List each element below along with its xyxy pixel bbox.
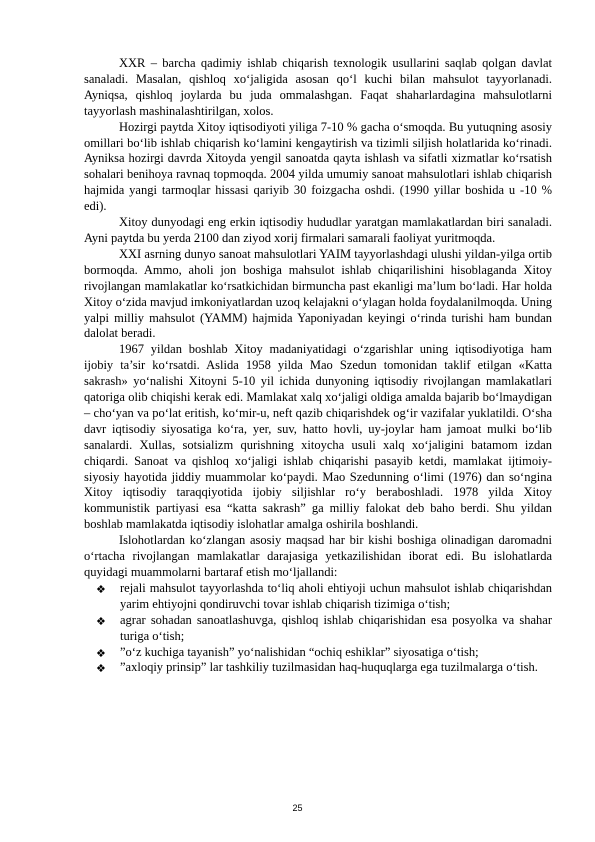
diamond-dots-icon: ❖ <box>96 662 106 676</box>
diamond-dots-icon: ❖ <box>96 582 106 596</box>
list-item-text: rejali mahsulot tayyorlashda to‘liq aholi ehtiyoji uchun mahsulot ishlab chiqarishdan yarim ehtiyojni qondiruvchi tovar ishlab chiqarish tizimiga o‘tish; <box>120 580 552 611</box>
diamond-dots-icon: ❖ <box>96 614 106 628</box>
list-item <box>84 645 552 661</box>
list-item-text: ”axloqiy prinsip” lar tashkiliy tuzilmasidan haq-huquqlarga ega tuzilmalarga o‘tish. <box>120 660 538 675</box>
document-body <box>84 56 552 676</box>
bullet-list <box>84 581 552 676</box>
list-item <box>84 613 552 645</box>
list-item-text: ”o‘z kuchiga tayanish” yo‘nalishidan “ochiq eshiklar” siyosatiga o‘tish; <box>120 644 479 659</box>
paragraph-3: Xitoy dunyodagi eng erkin iqtisodiy hududlar yaratgan mamlakatlardan biri sanaladi. Ayni paytda bu yerda 2100 dan ziyod xorij firmalari samarali faoliyat yuritmoqda. <box>84 215 552 245</box>
paragraph-5: 1967 yildan boshlab Xitoy madaniyatidagi o‘zgarishlar uning iqtisodiyotiga ham ijobiy ta’sir ko‘rsatdi. Aslida 1958 yilda Mao Szedun tomonidan taklif etilgan «Katta sakrash» yo‘nalishi Xitoyni 5-10 yil ichida dunyoning iqtisodiy rivojlangan mamlakatlari qatoriga olib chiqishi kerak edi. Mamlakat xalq xo‘jaligi oldiga amalda bajarib bo‘lmaydigan – cho‘yan va po‘lat eritish, ko‘mir-u, neft qazib chiqarishdek og‘ir vazifalar yuklatildi. O‘sha davr iqtisodiy siyosatiga ko‘ra, yer, suv, hatto hovli, uy-joylar ham jamoat mulki bo‘lib sanalardi. Xullas, sotsializm qurishning xitoycha usuli xalq xo‘jaligini batamom izdan chiqardi. Sanoat va qishloq xo‘jaligi ishlab chiqarishi pasayib ketdi, mamlakat ijtimoiy-siyosiy hayotida jiddiy muammolar ko‘paydi. Mao Szedunning o‘limi (1976) dan so‘ngina Xitoy iqtisodiy taraqqiyotida ijobiy siljishlar ro‘y beraboshladi. 1978 yilda Xitoy kommunistik partiyasi esa “katta sakrash” ga milliy falokat deb baho berdi. Shu yildan boshlab mamlakatda iqtisodiy islohatlar amalga oshirila boshlandi. <box>84 342 552 532</box>
paragraph-6: Islohotlardan ko‘zlangan asosiy maqsad har bir kishi boshiga olinadigan daromadni o‘rtacha rivojlangan mamlakatlar darajasiga yetkazilishidan iborat edi. Bu islohatlarda quyidagi muammolarni bartaraf etish mo‘ljallandi: <box>84 533 552 579</box>
list-item <box>84 581 552 613</box>
list-item <box>84 660 552 676</box>
paragraph-4: XXI asrning dunyo sanoat mahsulotlari YAIM tayyorlashdagi ulushi yildan-yilga ortib bormoqda. Ammo, aholi jon boshiga mahsulot ishlab chiqarilishini hisoblaganda Xitoy rivojlangan mamlakatlar ko‘rsatkichidan birmuncha past ekanligi ma’lum bo‘ladi. Har holda Xitoy o‘zida mavjud imkoniyatlardan uzoq kelajakni o‘ylagan holda foydalanilmoqda. Uning yalpi milliy mahsulot (YAMM) hajmida Yaponiyadan keyingi o‘rinda turishi ham bundan dalolat beradi. <box>84 246 552 341</box>
paragraph-2: Hozirgi paytda Xitoy iqtisodiyoti yiliga 7-10 % gacha o‘smoqda. Bu yutuqning asosiy omillari bo‘lib ishlab chiqarish ko‘lamini kengaytirish va tizimli siljish holatlarida ko‘rinadi. Ayniksa hozirgi davrda Xitoyda yengil sanoatda qayta ishlash va sifatli xizmatlar ko‘rsatish sohalari benihoya ravnaq topmoqda. 2004 yilda umumiy sanoat mahsulotlari ishlab chiqarish hajmida yangi tarmoqlar hissasi qariyib 30 foizgacha oshdi. (1990 yillar boshida u -10 % edi). <box>84 119 552 214</box>
page-number: 25 <box>292 803 303 813</box>
paragraph-1: XXR – barcha qadimiy ishlab chiqarish texnologik usullarini saqlab qolgan davlat sanaladi. Masalan, qishloq xo‘jaligida asosan qo‘l kuchi bilan mahsulot tayyorlanadi. Ayniqsa, qishloq joylarda bu juda ommalashgan. Faqat shaharlardagina mahsulotlarni tayyorlash mashinalashtirilgan, xolos. <box>84 56 552 118</box>
list-item-text: agrar sohadan sanoatlashuvga, qishloq ishlab chiqarishidan esa posyolka va shahar turiga o‘tish; <box>120 612 552 643</box>
diamond-dots-icon: ❖ <box>96 646 106 660</box>
